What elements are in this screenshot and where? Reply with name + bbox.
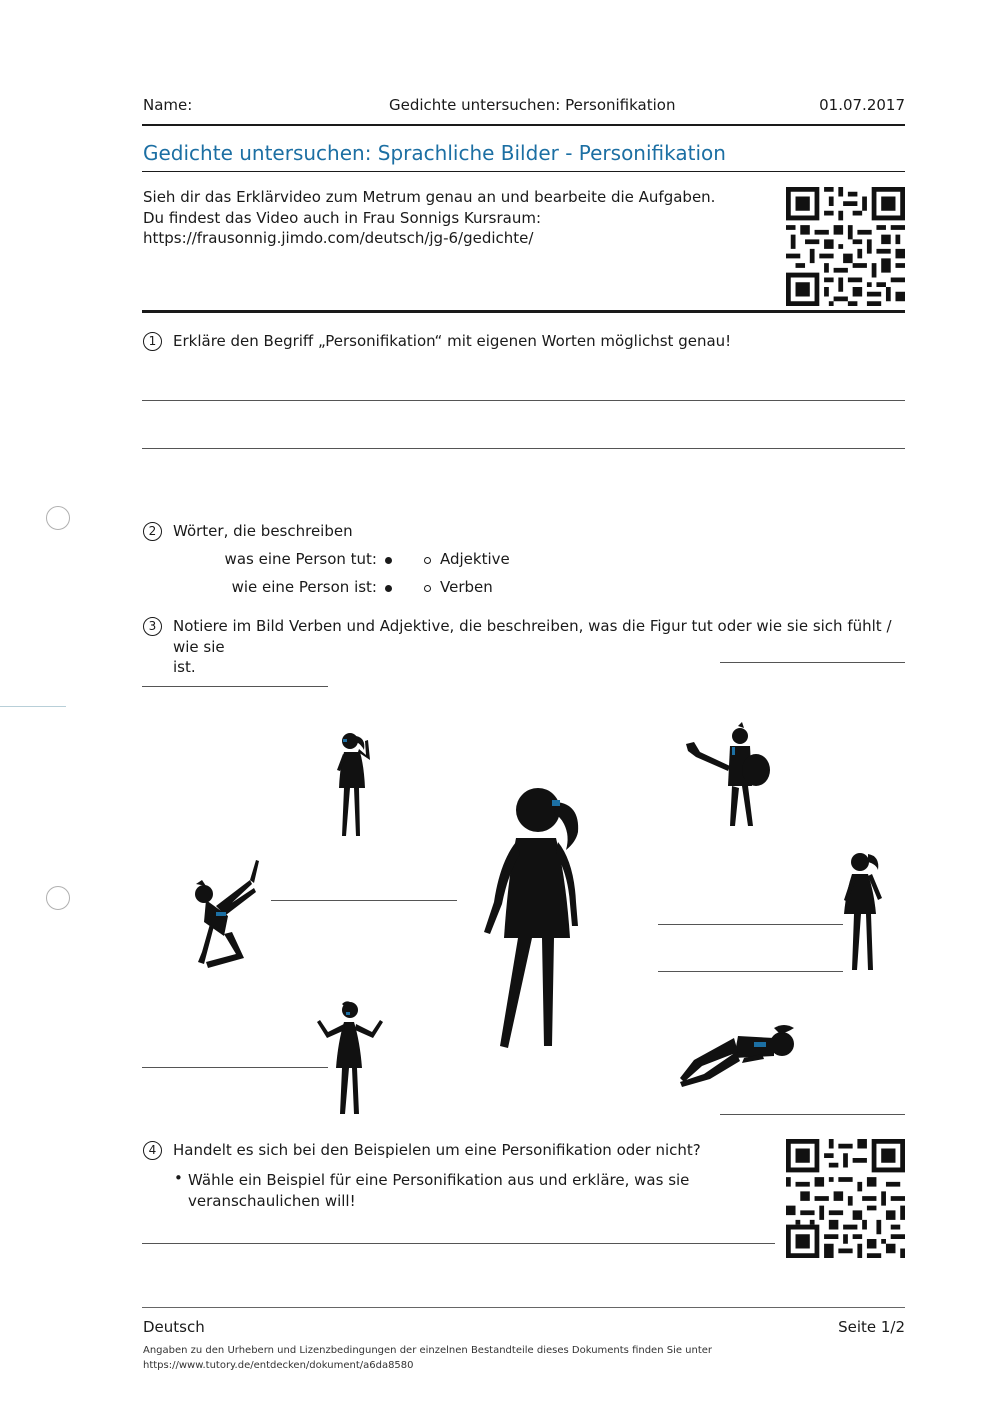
match-right-2: Verben bbox=[440, 578, 493, 596]
task-4-bullet bbox=[188, 1170, 748, 1211]
match-dot-right-2[interactable] bbox=[424, 585, 431, 592]
footer-page-number: Seite 1/2 bbox=[838, 1318, 905, 1336]
intro-text bbox=[143, 187, 743, 249]
task-3-line-2: ist. bbox=[173, 658, 196, 676]
answer-line[interactable] bbox=[658, 924, 843, 925]
match-left-2: wie eine Person ist: bbox=[231, 578, 377, 596]
header-rule bbox=[142, 124, 905, 126]
intro-url: https://frausonnig.jimdo.com/deutsch/jg-6/gedichte/ bbox=[143, 229, 534, 247]
punch-hole-top bbox=[46, 506, 70, 530]
fold-mark bbox=[0, 706, 66, 707]
match-dot-right-1[interactable] bbox=[424, 557, 431, 564]
footer-rule bbox=[142, 1307, 905, 1308]
footer-subject: Deutsch bbox=[143, 1318, 205, 1336]
match-dot-left-2[interactable] bbox=[385, 585, 392, 592]
task-3-text bbox=[173, 616, 905, 678]
answer-line[interactable] bbox=[142, 1243, 775, 1244]
task-number-1: 1 bbox=[143, 332, 162, 351]
qr-code-icon bbox=[786, 1139, 905, 1258]
task-4-bullet-line-1: Wähle ein Beispiel für eine Personifikation aus und erkläre, was sie bbox=[188, 1171, 690, 1189]
header-date: 01.07.2017 bbox=[819, 96, 905, 114]
task-number-4: 4 bbox=[143, 1141, 162, 1160]
task-3-line-1: Notiere im Bild Verben und Adjektive, die beschreiben, was die Figur tut oder wie sie sich fühlt / wie sie bbox=[173, 617, 892, 656]
answer-line[interactable] bbox=[142, 1067, 328, 1068]
task-4-bullet-marker: • bbox=[174, 1169, 183, 1187]
answer-line[interactable] bbox=[720, 662, 905, 663]
task-1-text: Erkläre den Begriff „Personifikation“ mit eigenen Worten möglichst genau! bbox=[173, 332, 732, 350]
task-2-text: Wörter, die beschreiben bbox=[173, 522, 353, 540]
answer-line[interactable] bbox=[142, 448, 905, 449]
page-title: Gedichte untersuchen: Sprachliche Bilder - Personifikation bbox=[143, 141, 726, 165]
punch-hole-bottom bbox=[46, 886, 70, 910]
name-label: Name: bbox=[143, 96, 193, 114]
task-4-text: Handelt es sich bei den Beispielen um eine Personifikation oder nicht? bbox=[173, 1141, 701, 1159]
figure-lying-icon bbox=[678, 1022, 800, 1088]
figure-cheering-icon bbox=[316, 1000, 388, 1116]
answer-line[interactable] bbox=[142, 400, 905, 401]
match-left-1: was eine Person tut: bbox=[224, 550, 377, 568]
figure-standing-right-icon bbox=[840, 850, 892, 972]
figure-guitar-player-icon bbox=[684, 722, 776, 828]
figure-thinking-icon bbox=[330, 730, 376, 838]
footer-license-url[interactable]: https://www.tutory.de/entdecken/dokument/a6da8580 bbox=[143, 1360, 414, 1371]
answer-line[interactable] bbox=[142, 686, 328, 687]
section-rule bbox=[142, 310, 905, 313]
match-right-1: Adjektive bbox=[440, 550, 510, 568]
header-subject: Gedichte untersuchen: Personifikation bbox=[389, 96, 676, 114]
intro-line-1: Sieh dir das Erklärvideo zum Metrum genau an und bearbeite die Aufgaben. bbox=[143, 188, 716, 206]
task-number-3: 3 bbox=[143, 617, 162, 636]
match-dot-left-1[interactable] bbox=[385, 557, 392, 564]
task-number-2: 2 bbox=[143, 522, 162, 541]
figure-main-icon bbox=[482, 786, 586, 1050]
figure-kneeling-icon bbox=[192, 858, 264, 972]
answer-line[interactable] bbox=[271, 900, 457, 901]
answer-line[interactable] bbox=[720, 1114, 905, 1115]
qr-code-icon bbox=[786, 187, 905, 306]
intro-line-2: Du findest das Video auch in Frau Sonnigs Kursraum: bbox=[143, 208, 542, 227]
footer-license-text: Angaben zu den Urhebern und Lizenzbedingungen der einzelnen Bestandteile dieses Dokuments finden Sie unter bbox=[143, 1345, 713, 1356]
title-rule bbox=[142, 171, 905, 172]
task-4-bullet-line-2: veranschaulichen will! bbox=[188, 1191, 356, 1210]
answer-line[interactable] bbox=[658, 971, 843, 972]
